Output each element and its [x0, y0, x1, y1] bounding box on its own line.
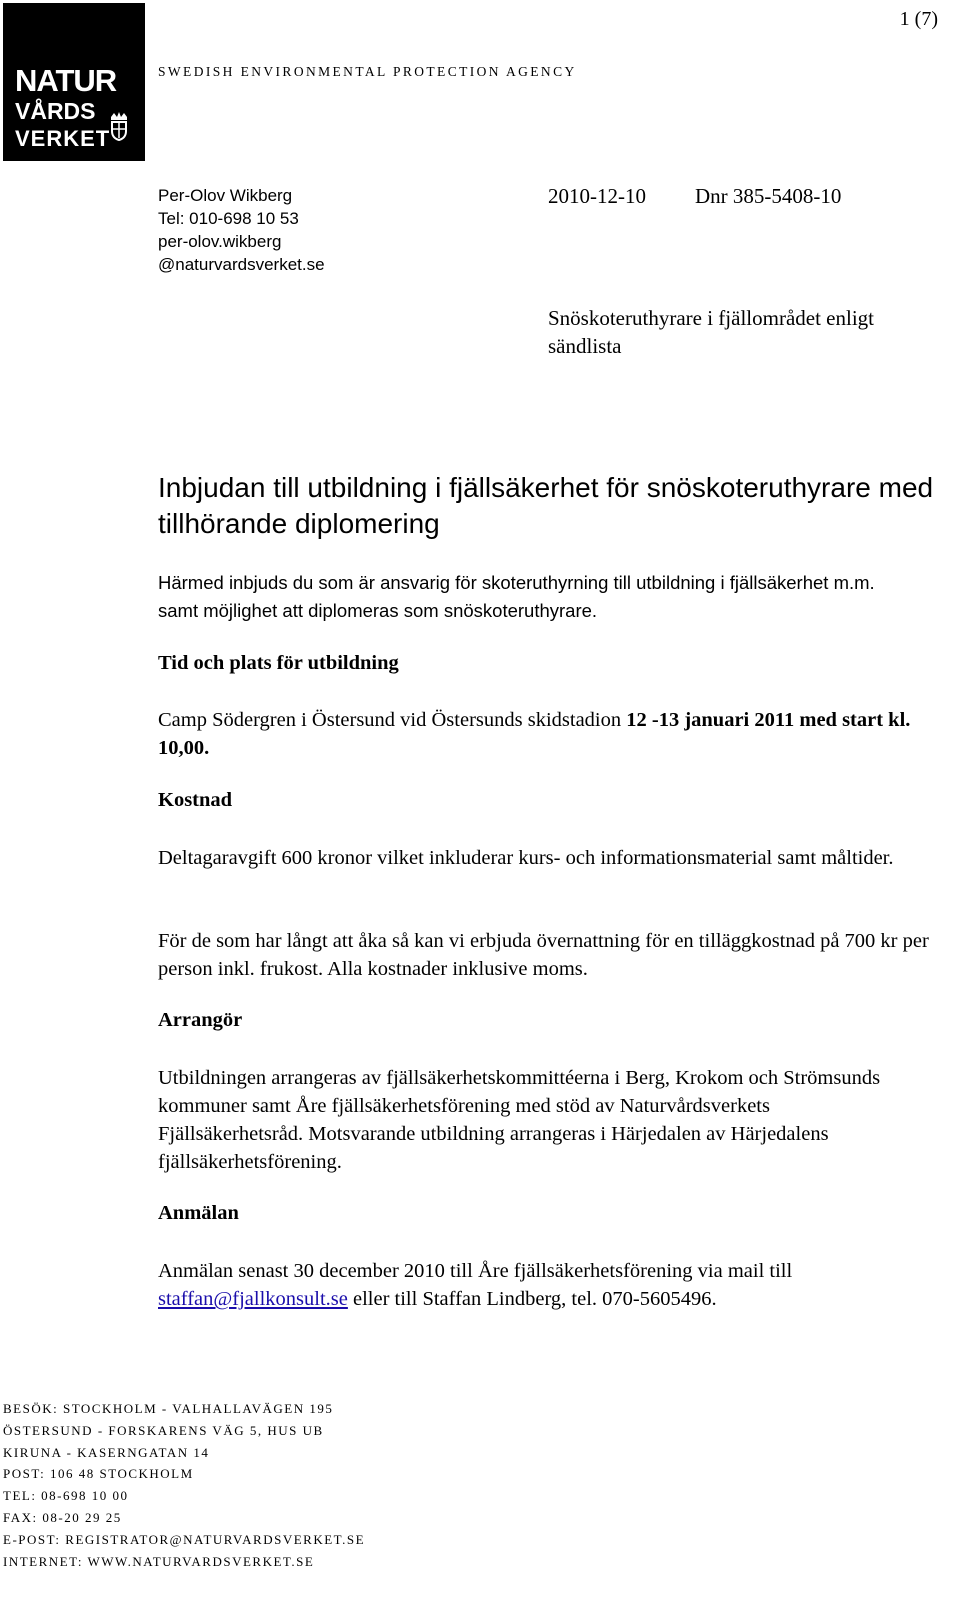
footer-line-internet: INTERNET: WWW.NATURVARDSVERKET.SE [3, 1553, 315, 1569]
document-date: 2010-12-10 [548, 184, 646, 208]
time-place-date: 12 -13 januari 2011 med start kl. 10,00. [158, 709, 911, 759]
document-title: Inbjudan till utbildning i fjällsäkerhet för snöskoteruthyrare med tillhörande diplomering [158, 472, 934, 539]
recipient: Snöskoteruthyrare i fjällområdet enligt sändlista [548, 306, 874, 358]
logo-line-3: VERKET [15, 126, 111, 151]
sender-block [158, 184, 325, 276]
time-place-text: Camp Södergren i Östersund vid Östersunds skidstadion [158, 709, 627, 731]
sender-email-line-2: @naturvardsverket.se [158, 255, 325, 274]
sender-phone: Tel: 010-698 10 53 [158, 209, 299, 228]
organizer-paragraph: Utbildningen arrangeras av fjällsäkerhetskommittéerna i Berg, Krokom och Strömsunds kommuner samt Åre fjällsäkerhetsförening med stöd av Naturvårdsverkets Fjällsäkerhetsråd. Motsvarande utbildning arrangeras i Härjedalen av Härjedalens fjällsäkerhetsförening. [158, 1067, 881, 1173]
registration-email-link[interactable]: staffan@fjallkonsult.se [158, 1288, 348, 1310]
registration-text-before: Anmälan senast 30 december 2010 till Åre fjällsäkerhetsförening via mail till [158, 1260, 793, 1282]
agency-logo [3, 3, 145, 161]
time-place-paragraph [158, 706, 938, 762]
document-reference: Dnr 385-5408-10 [695, 184, 842, 208]
footer-address-block [3, 1398, 365, 1572]
intro-paragraph: Härmed inbjuds du som är ansvarig för skoteruthyrning till utbildning i fjällsäkerhet m.m. samt möjlighet att diplomeras som snöskoteruthyrare. [158, 572, 875, 621]
footer-line-post: POST: 106 48 STOCKHOLM [3, 1466, 194, 1482]
heading-organizer: Arrangör [158, 1009, 243, 1031]
heading-time-place: Tid och plats för utbildning [158, 652, 399, 674]
heading-cost: Kostnad [158, 789, 233, 811]
registration-paragraph [158, 1257, 928, 1313]
cost-paragraph-2: För de som har långt att åka så kan vi erbjuda övernattning för en tilläggkostnad på 700 kr per person inkl. frukost. Alla kostnader inklusive moms. [158, 930, 929, 980]
sender-email-line-1: per-olov.wikberg [158, 232, 282, 251]
crown-crest-icon [109, 111, 129, 141]
footer-line-email: E-POST: REGISTRATOR@NATURVARDSVERKET.SE [3, 1531, 366, 1547]
footer-line-fax: FAX: 08-20 29 25 [3, 1509, 122, 1525]
heading-registration: Anmälan [158, 1202, 239, 1224]
sender-name: Per-Olov Wikberg [158, 186, 293, 205]
registration-text-after: eller till Staffan Lindberg, tel. 070-5605496. [347, 1288, 717, 1310]
footer-line-kiruna: KIRUNA - KASERNGATAN 14 [3, 1444, 210, 1460]
page-number: 1 (7) [899, 8, 938, 30]
footer-line-ostersund: ÖSTERSUND - FORSKARENS VÄG 5, HUS UB [3, 1422, 324, 1438]
footer-line-tel: TEL: 08-698 10 00 [3, 1488, 129, 1504]
footer-line-visit: BESÖK: STOCKHOLM - VALHALLAVÄGEN 195 [3, 1401, 334, 1416]
agency-name: SWEDISH ENVIRONMENTAL PROTECTION AGENCY [158, 64, 577, 79]
logo-line-2: VÅRDS [15, 98, 96, 124]
cost-paragraph-1: Deltagaravgift 600 kronor vilket inkluderar kurs- och informationsmaterial samt måltider. [158, 847, 894, 869]
logo-line-1: NATUR [15, 63, 117, 98]
